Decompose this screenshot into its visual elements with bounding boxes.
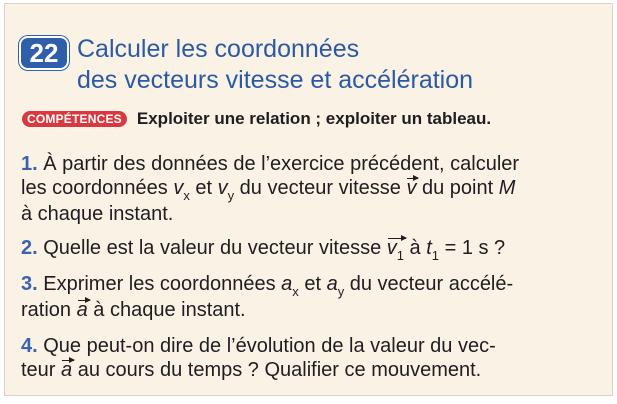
question-3-text-e: à chaque instant.	[87, 299, 246, 321]
question-4-line-1	[21, 334, 496, 358]
exercise-number: 22	[29, 37, 59, 68]
question-1-text-c: et	[189, 177, 218, 199]
t1-base: t	[426, 237, 432, 259]
question-1-text-d: du vecteur vitesse	[234, 177, 407, 199]
question-4-text-b: teur	[21, 359, 62, 381]
question-1-line-1	[21, 152, 519, 176]
vy-symbol	[217, 177, 235, 203]
vector-v1-symbol	[387, 236, 404, 262]
question-1-text-e: du point	[416, 177, 499, 199]
ay-subscript: y	[337, 284, 345, 299]
vector-a-symbol: a	[76, 299, 88, 321]
vx-symbol	[173, 177, 190, 203]
v1-subscript: 1	[396, 248, 404, 263]
question-4-number: 4.	[21, 335, 38, 357]
question-4	[21, 334, 496, 382]
exercise-card	[4, 3, 613, 396]
title-line-1: Calculer les coordonnées	[77, 35, 360, 63]
competences-text: Exploiter une relation ; exploiter un tableau.	[136, 109, 492, 128]
point-m-symbol: M	[498, 177, 516, 199]
question-2-number: 2.	[21, 237, 38, 259]
question-4-text-c: au cours du temps ? Qualifier ce mouvement.	[72, 359, 482, 381]
question-1-line-2	[21, 176, 519, 202]
question-3-number: 3.	[21, 273, 38, 295]
question-1-text-b: les coordonnées	[21, 177, 174, 199]
vx-subscript: x	[183, 188, 190, 203]
question-4-line-2	[21, 358, 496, 382]
question-3-text-b: et	[298, 273, 327, 295]
v1-base: v	[386, 237, 397, 259]
competences-row	[22, 109, 491, 129]
vector-a-symbol-q4: a	[61, 359, 73, 381]
vy-base: v	[217, 177, 228, 199]
question-1-line-3: à chaque instant.	[21, 203, 174, 225]
question-3-text-d: ration	[21, 299, 77, 321]
vector-v-symbol: v	[406, 177, 417, 199]
question-3-line-2	[21, 298, 513, 322]
t1-symbol	[426, 237, 440, 263]
competences-badge: COMPÉTENCES	[22, 111, 127, 127]
ay-symbol	[326, 273, 345, 299]
ay-base: a	[326, 273, 338, 295]
question-2-text-a: Quelle est la valeur du vecteur vitesse	[37, 237, 387, 259]
ax-symbol	[281, 273, 299, 299]
exercise-number-badge	[19, 36, 69, 70]
question-2-text-b: à	[403, 237, 427, 259]
question-1	[21, 152, 519, 226]
vx-base: v	[173, 177, 184, 199]
vy-subscript: y	[227, 188, 235, 203]
ax-base: a	[281, 273, 293, 295]
question-3-text-c: du vecteur accélé-	[344, 273, 514, 295]
t1-subscript: 1	[431, 248, 440, 263]
question-3-line-1	[21, 272, 513, 298]
question-2-text-c: = 1 s ?	[439, 237, 506, 259]
question-4-text-a: Que peut-on dire de l’évolution de la valeur du vec-	[37, 335, 496, 357]
question-1-text-a: À partir des données de l’exercice précédent, calculer	[37, 153, 520, 175]
title-line-2: des vecteurs vitesse et accélération	[77, 66, 474, 94]
exercise-title	[77, 34, 473, 96]
question-2	[21, 236, 505, 262]
question-1-number: 1.	[21, 153, 38, 175]
ax-subscript: x	[292, 284, 299, 299]
question-3-text-a: Exprimer les coordonnées	[37, 273, 282, 295]
question-3	[21, 272, 513, 322]
